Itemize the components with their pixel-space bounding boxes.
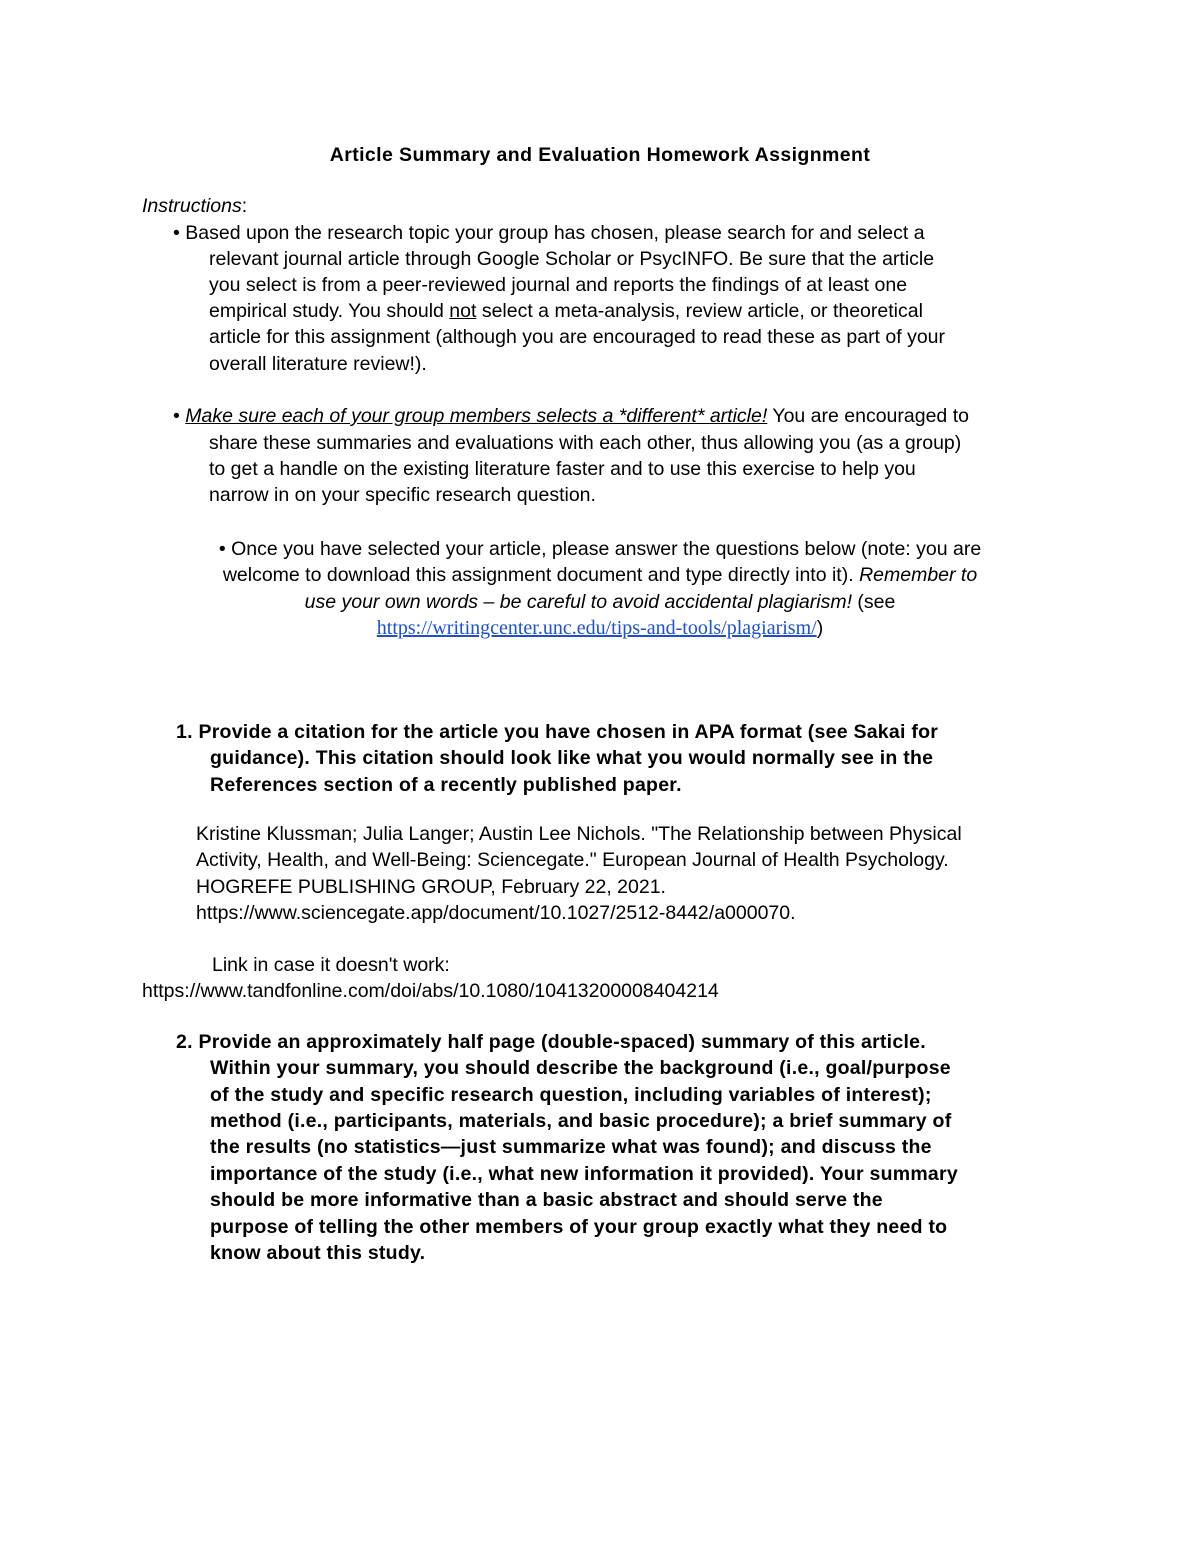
question-2-line-5: the results (no statistics—just summarize what was found); and discuss the [210,1136,932,1158]
bullet-2-line-4: narrow in on your specific research question. [209,484,596,506]
question-2-line-3: of the study and specific research question, including variables of interest); [210,1084,932,1106]
document-title: Article Summary and Evaluation Homework Assignment [329,144,871,166]
bullet-1-line-4 [209,298,923,324]
citation-line-3: HOGREFE PUBLISHING GROUP, February 22, 2021. [196,876,666,898]
bullet-icon: • [173,222,180,244]
bullet-1-line-2: relevant journal article through Google Scholar or PsycINFO. Be sure that the article [209,248,935,270]
question-2-line-8: purpose of telling the other members of your group exactly what they need to [210,1216,948,1238]
bullet-3-line-3-italic: use your own words – be careful to avoid accidental plagiarism! [304,591,852,613]
bullet-1-line-5: article for this assignment (although you are encouraged to read these as part of your [209,326,946,348]
link-close-paren: ) [816,617,824,639]
question-2-line-7: should be more informative than a basic abstract and should serve the [210,1189,883,1211]
citation-line-1: Kristine Klussman; Julia Langer; Austin Lee Nichols. "The Relationship between Physical [196,823,962,845]
bullet-3-line-3 [0,589,1200,615]
bullet-3-line-1 [0,536,1200,562]
bullet-1-line-6: overall literature review!). [209,353,427,375]
bullet-2-line-1 [173,403,969,429]
bullet-3-text: Once you have selected your article, please answer the questions below (note: you are [231,538,982,560]
underlined-not: not [449,300,477,322]
bullet-1-text: Based upon the research topic your group has chosen, please search for and select a [185,222,925,244]
question-1-line-3: References section of a recently published paper. [210,774,682,796]
bullet-3-line-2 [0,562,1200,588]
bullet-2-line-2: share these summaries and evaluations with each other, thus allowing you (as a group) [209,432,962,454]
question-2-line-9: know about this study. [210,1242,426,1264]
question-2-number: 2. [176,1031,193,1053]
question-2-line-1 [176,1029,926,1055]
question-2-line-2: Within your summary, you should describe the background (i.e., goal/purpose [210,1057,951,1079]
bullet-3-line-3-plain: (see [852,591,896,613]
question-1-text: Provide a citation for the article you have chosen in APA format (see Sakai for [198,721,939,743]
instructions-heading [142,193,247,219]
plagiarism-link[interactable]: https://writingcenter.unc.edu/tips-and-tools/plagiarism/ [376,617,817,639]
bullet-3-line-2-italic: Remember to [859,564,978,586]
bullet-3-line-4 [0,615,1200,641]
bullet-icon: • [218,538,226,560]
bullet-1-line-3: you select is from a peer-reviewed journal and reports the findings of at least one [209,274,908,296]
bullet-1-line-4-start: empirical study. You should [209,300,450,322]
bullet-icon: • [173,405,180,427]
bullet-2-line-3: to get a handle on the existing literature faster and to use this exercise to help you [209,458,916,480]
bullet-1-line-1 [173,220,925,246]
instructions-colon: : [241,195,248,217]
bullet-1-line-4-end: select a meta-analysis, review article, or theoretical [476,300,923,322]
citation-line-2: Activity, Health, and Well-Being: Sciencegate." European Journal of Health Psychology. [196,849,949,871]
question-1-number: 1. [176,721,193,743]
bullet-3-line-2-plain: welcome to download this assignment document and type directly into it). [222,564,860,586]
question-2-text: Provide an approximately half page (double-spaced) summary of this article. [198,1031,926,1053]
question-2-line-4: method (i.e., participants, materials, and basic procedure); a brief summary of [210,1110,952,1132]
question-1-line-2: guidance). This citation should look like what you would normally see in the [210,747,934,769]
question-1-line-1 [176,719,938,745]
instructions-label: Instructions [142,195,242,217]
citation-line-4: https://www.sciencegate.app/document/10.1027/2512-8442/a000070. [196,902,796,924]
bullet-2-emphasis: Make sure each of your group members selects a *different* article! [185,405,768,427]
alternate-link: https://www.tandfonline.com/doi/abs/10.1080/10413200008404214 [142,980,719,1002]
link-note: Link in case it doesn't work: [212,954,450,976]
bullet-2-rest: You are encouraged to [767,405,969,427]
question-2-line-6: importance of the study (i.e., what new information it provided). Your summary [210,1163,958,1185]
